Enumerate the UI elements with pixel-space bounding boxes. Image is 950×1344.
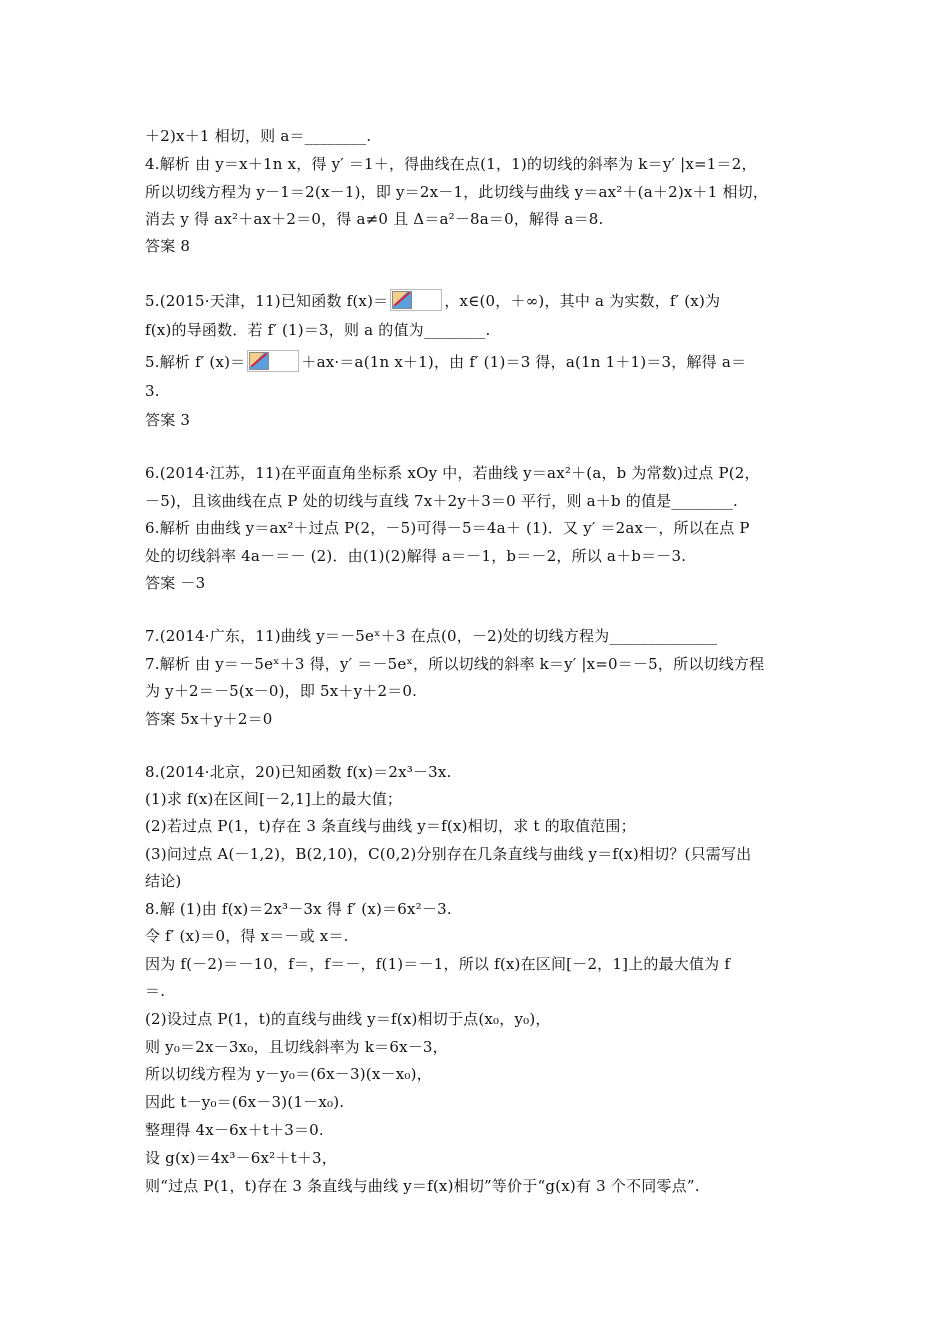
text-line: 设 g(x)＝4x³－6x²＋t＋3，	[145, 1149, 337, 1167]
line-text: ＋ax·＝a(1n x＋1)，由 f′ (1)＝3 得，a(1n 1＋1)＝3，解得 a＝	[301, 353, 747, 371]
text-line: (2)设过点 P(1，t)的直线与曲线 y＝f(x)相切于点(x₀，y₀)，	[145, 1010, 551, 1028]
text-line: 则 y₀＝2x－3x₀，且切线斜率为 k＝6x－3，	[145, 1038, 448, 1056]
text-line: (1)求 f(x)在区间[－2,1]上的最大值；	[145, 790, 403, 808]
text-line: 为 y＋2＝－5(x－0)，即 5x＋y＋2＝0.	[145, 682, 418, 700]
text-line: 7.(2014·广东，11)曲线 y＝－5eˣ＋3 在点(0，－2)处的切线方程为______________	[145, 627, 718, 645]
text-line: f(x)的导函数．若 f′ (1)＝3，则 a 的值为________.	[145, 321, 491, 339]
text-line: 3.	[145, 382, 160, 400]
text-line: －5)，且该曲线在点 P 处的切线与直线 7x＋2y＋3＝0 平行，则 a＋b 的值是________.	[145, 492, 738, 510]
text-line: 所以切线方程为 y－y₀＝(6x－3)(x－x₀)，	[145, 1065, 432, 1083]
text-line	[145, 350, 815, 372]
text-line: 结论)	[145, 872, 182, 890]
text-line: (3)问过点 A(－1,2)，B(2,10)，C(0,2)分别存在几条直线与曲线 y＝f(x)相切？(只需写出	[145, 845, 752, 863]
text-line: 4.解析 由 y＝x＋1n x，得 y′ ＝1＋，得曲线在点(1，1)的切线的斜率为 k＝y′ |x=1＝2，	[145, 155, 757, 173]
text-line: 消去 y 得 ax²＋ax＋2＝0，得 a≠0 且 Δ＝a²－8a＝0，解得 a＝8.	[145, 210, 604, 228]
answer-line: 答案 －3	[145, 574, 206, 592]
line-text: 5.解析 f′ (x)＝	[145, 353, 246, 371]
text-line: 7.解析 由 y＝－5eˣ＋3 得，y′ ＝－5eˣ，所以切线的斜率 k＝y′ |x=0＝－5，所以切线方程	[145, 655, 765, 673]
line-text: ，x∈(0，＋∞)，其中 a 为实数，f′ (x)为	[444, 292, 721, 310]
broken-image-icon	[390, 289, 442, 311]
text-line	[145, 289, 815, 311]
answer-line: 答案 5x＋y＋2＝0	[145, 710, 273, 728]
text-line: 则“过点 P(1，t)存在 3 条直线与曲线 y＝f(x)相切”等价于“g(x)有 3 个不同零点”.	[145, 1177, 700, 1195]
text-line: (2)若过点 P(1，t)存在 3 条直线与曲线 y＝f(x)相切，求 t 的取值范围；	[145, 817, 636, 835]
text-line: ＋2)x＋1 相切，则 a＝________.	[145, 127, 372, 145]
text-line: 6.(2014·江苏，11)在平面直角坐标系 xOy 中，若曲线 y＝ax²＋(a，b 为常数)过点 P(2，	[145, 464, 760, 482]
text-line: 因为 f(－2)＝－10，f＝，f＝－，f(1)＝－1，所以 f(x)在区间[－2，1]上的最大值为 f	[145, 955, 731, 973]
text-line: 8.解 (1)由 f(x)＝2x³－3x 得 f′ (x)＝6x²－3.	[145, 900, 452, 918]
text-line: ＝.	[145, 982, 166, 1000]
text-line: 令 f′ (x)＝0，得 x＝－或 x＝.	[145, 927, 349, 945]
broken-image-icon	[247, 350, 299, 372]
text-line: 处的切线斜率 4a－＝－ (2)．由(1)(2)解得 a＝－1，b＝－2，所以 a＋b＝－3.	[145, 547, 687, 565]
text-line: 整理得 4x－6x＋t＋3＝0.	[145, 1121, 324, 1139]
answer-line: 答案 3	[145, 411, 191, 429]
line-text: 5.(2015·天津，11)已知函数 f(x)＝	[145, 292, 389, 310]
text-line: 8.(2014·北京，20)已知函数 f(x)＝2x³－3x.	[145, 763, 452, 781]
text-line: 6.解析 由曲线 y＝ax²＋过点 P(2，－5)可得－5＝4a＋ (1)．又 y′ ＝2ax－，所以在点 P	[145, 519, 750, 537]
answer-line: 答案 8	[145, 237, 191, 255]
text-line: 因此 t－y₀＝(6x－3)(1－x₀).	[145, 1093, 345, 1111]
text-line: 所以切线方程为 y－1＝2(x－1)，即 y＝2x－1，此切线与曲线 y＝ax²＋(a＋2)x＋1 相切，	[145, 183, 769, 201]
